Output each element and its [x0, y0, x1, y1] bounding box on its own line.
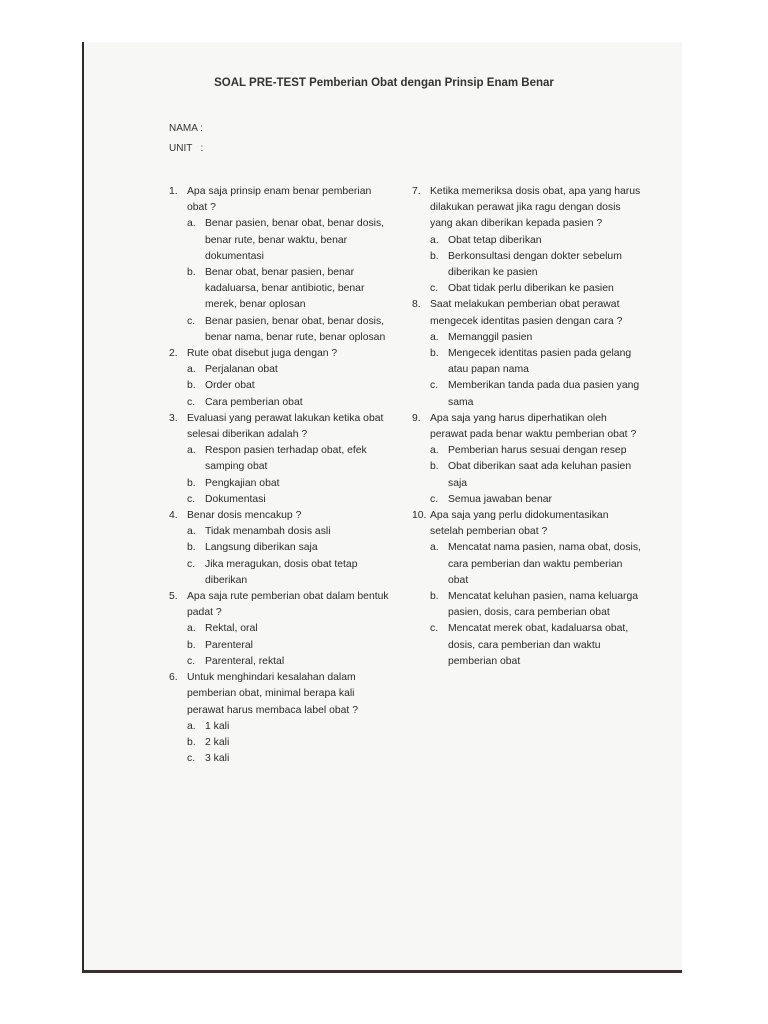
answer-option [169, 443, 394, 475]
question-number: 6. [169, 672, 178, 684]
question-2 [169, 346, 394, 362]
option-text: Mencatat keluhan pasien, nama keluarga pasien, dosis, cara pemberian obat [448, 591, 639, 619]
option-text: Perjalanan obat [205, 364, 278, 376]
answer-option [412, 249, 642, 281]
option-letter: b. [187, 267, 196, 279]
answer-option [169, 654, 394, 670]
answer-option [169, 540, 394, 556]
answer-option [169, 735, 394, 751]
option-text: Benar pasien, benar obat, benar dosis, benar nama, benar rute, benar oplosan [205, 315, 386, 343]
question-text: Rute obat disebut juga dengan ? [187, 348, 338, 360]
answer-option [169, 621, 394, 637]
question-text: Apa saja prinsip enam benar pemberian obat ? [187, 186, 372, 214]
option-letter: c. [187, 753, 196, 765]
answer-option [412, 346, 642, 378]
question-text: Apa saja yang perlu didokumentasikan setelah pemberian obat ? [430, 510, 609, 538]
option-text: Langsung diberikan saja [205, 542, 318, 554]
option-text: Pemberian harus sesuai dengan resep [448, 445, 627, 457]
option-text: Semua jawaban benar [448, 493, 552, 505]
option-text: Parenteral, rektal [205, 655, 285, 667]
answer-option [169, 378, 394, 394]
option-letter: b. [187, 639, 196, 651]
option-text: Mengecek identitas pasien pada gelang atau papan nama [448, 348, 632, 376]
question-text: Untuk menghindari kesalahan dalam pemberian obat, minimal berapa kali perawat harus membaca label obat ? [187, 672, 358, 716]
option-letter: a. [187, 364, 196, 376]
question-number: 5. [169, 591, 178, 603]
option-letter: c. [430, 623, 439, 635]
option-text: 3 kali [205, 753, 230, 765]
option-text: Order obat [205, 380, 255, 392]
answer-option [169, 492, 394, 508]
question-text: Evaluasi yang perawat lakukan ketika obat selesai diberikan adalah ? [187, 412, 384, 441]
answer-option [169, 476, 394, 492]
answer-option [412, 233, 642, 249]
option-letter: b. [187, 477, 196, 489]
option-letter: a. [187, 623, 196, 635]
answer-option [412, 621, 642, 670]
answer-option [169, 395, 394, 411]
option-text: Memberikan tanda pada dua pasien yang sama [448, 380, 640, 408]
option-letter: a. [430, 331, 439, 343]
answer-option [169, 719, 394, 735]
question-4 [169, 508, 394, 524]
answer-option [412, 540, 642, 589]
option-letter: a. [430, 234, 439, 246]
option-letter: c. [187, 493, 196, 505]
option-text: Mencatat merek obat, kadaluarsa obat, dosis, cara pemberian dan waktu pemberian obat [448, 623, 629, 667]
option-text: Mencatat nama pasien, nama obat, dosis, cara pemberian dan waktu pemberian obat [448, 542, 641, 586]
question-1 [169, 184, 394, 216]
option-letter: b. [430, 591, 439, 603]
answer-option [169, 751, 394, 767]
question-number: 10. [412, 510, 427, 522]
answer-option [169, 265, 394, 314]
option-text: 1 kali [205, 720, 230, 732]
answer-option [169, 216, 394, 265]
option-text: Respon pasien terhadap obat, efek samping obat [205, 445, 367, 473]
answer-option [412, 378, 642, 410]
answer-option [169, 557, 394, 589]
question-5 [169, 589, 394, 621]
answer-option [412, 281, 642, 297]
question-text: Apa saja yang harus diperhatikan oleh perawat pada benar waktu pemberian obat ? [430, 412, 637, 441]
option-letter: a. [187, 445, 196, 457]
option-letter: b. [430, 461, 439, 473]
answer-option [412, 589, 642, 621]
option-text: Dokumentasi [205, 493, 266, 505]
answer-option [169, 638, 394, 654]
option-text: Parenteral [205, 639, 253, 651]
answer-option [412, 330, 642, 346]
question-3 [169, 411, 394, 443]
answer-option [169, 314, 394, 346]
question-9 [412, 411, 642, 443]
option-letter: c. [430, 493, 439, 505]
questions-right-column [412, 184, 642, 670]
option-letter: a. [430, 445, 439, 457]
questions-left-column [169, 184, 394, 767]
answer-option [169, 362, 394, 378]
option-text: Pengkajian obat [205, 477, 280, 489]
answer-option [412, 459, 642, 491]
option-letter: c. [187, 315, 196, 327]
option-text: 2 kali [205, 736, 230, 748]
option-text: Obat tidak perlu diberikan ke pasien [448, 283, 614, 295]
answer-option [412, 443, 642, 459]
question-10 [412, 508, 642, 540]
question-number: 9. [412, 412, 421, 424]
option-letter: b. [187, 542, 196, 554]
question-number: 3. [169, 412, 178, 424]
question-number: 4. [169, 510, 178, 522]
answer-option [412, 492, 642, 508]
option-letter: c. [187, 655, 196, 667]
option-text: Benar pasien, benar obat, benar dosis, benar rute, benar waktu, benar dokumentasi [205, 218, 385, 262]
option-text: Berkonsultasi dengan dokter sebelum diberikan ke pasien [448, 250, 622, 279]
question-6 [169, 670, 394, 719]
question-number: 1. [169, 186, 178, 197]
question-number: 8. [412, 299, 421, 311]
option-text: Jika meragukan, dosis obat tetap diberikan [205, 558, 358, 586]
option-letter: c. [187, 558, 196, 570]
option-letter: c. [187, 396, 196, 408]
option-text: Benar obat, benar pasien, benar kadaluarsa, benar antibiotic, benar merek, benar oplosan [205, 267, 365, 311]
option-text: Cara pemberian obat [205, 396, 303, 408]
option-text: Obat diberikan saat ada keluhan pasien saja [448, 461, 632, 489]
option-text: Obat tetap diberikan [448, 234, 542, 246]
question-7 [412, 184, 642, 233]
option-letter: a. [187, 720, 196, 732]
question-text: Apa saja rute pemberian obat dalam bentuk padat ? [187, 591, 389, 619]
option-letter: b. [430, 250, 439, 262]
option-letter: b. [187, 380, 196, 392]
option-letter: c. [430, 283, 439, 295]
option-text: Tidak menambah dosis asli [205, 526, 331, 538]
option-letter: a. [187, 218, 196, 230]
unit-field-label: UNIT : [169, 143, 204, 154]
question-text: Saat melakukan pemberian obat perawat mengecek identitas pasien dengan cara ? [430, 299, 623, 327]
question-number: 2. [169, 348, 178, 360]
option-letter: b. [430, 348, 439, 360]
option-letter: c. [430, 380, 439, 392]
name-field-label: NAMA : [169, 123, 203, 134]
page-title: SOAL PRE-TEST Pemberian Obat dengan Prinsip Enam Benar [214, 77, 554, 89]
question-text: Benar dosis mencakup ? [187, 510, 302, 522]
option-letter: b. [187, 736, 196, 748]
question-8 [412, 297, 642, 329]
answer-option [169, 524, 394, 540]
option-letter: a. [430, 542, 439, 554]
option-letter: a. [187, 526, 196, 538]
question-number: 7. [412, 186, 421, 197]
question-text: Ketika memeriksa dosis obat, apa yang harus dilakukan perawat jika ragu dengan dosis yang akan diberikan kepada pasien ? [430, 186, 641, 230]
option-text: Memanggil pasien [448, 331, 533, 343]
option-text: Rektal, oral [205, 623, 258, 635]
